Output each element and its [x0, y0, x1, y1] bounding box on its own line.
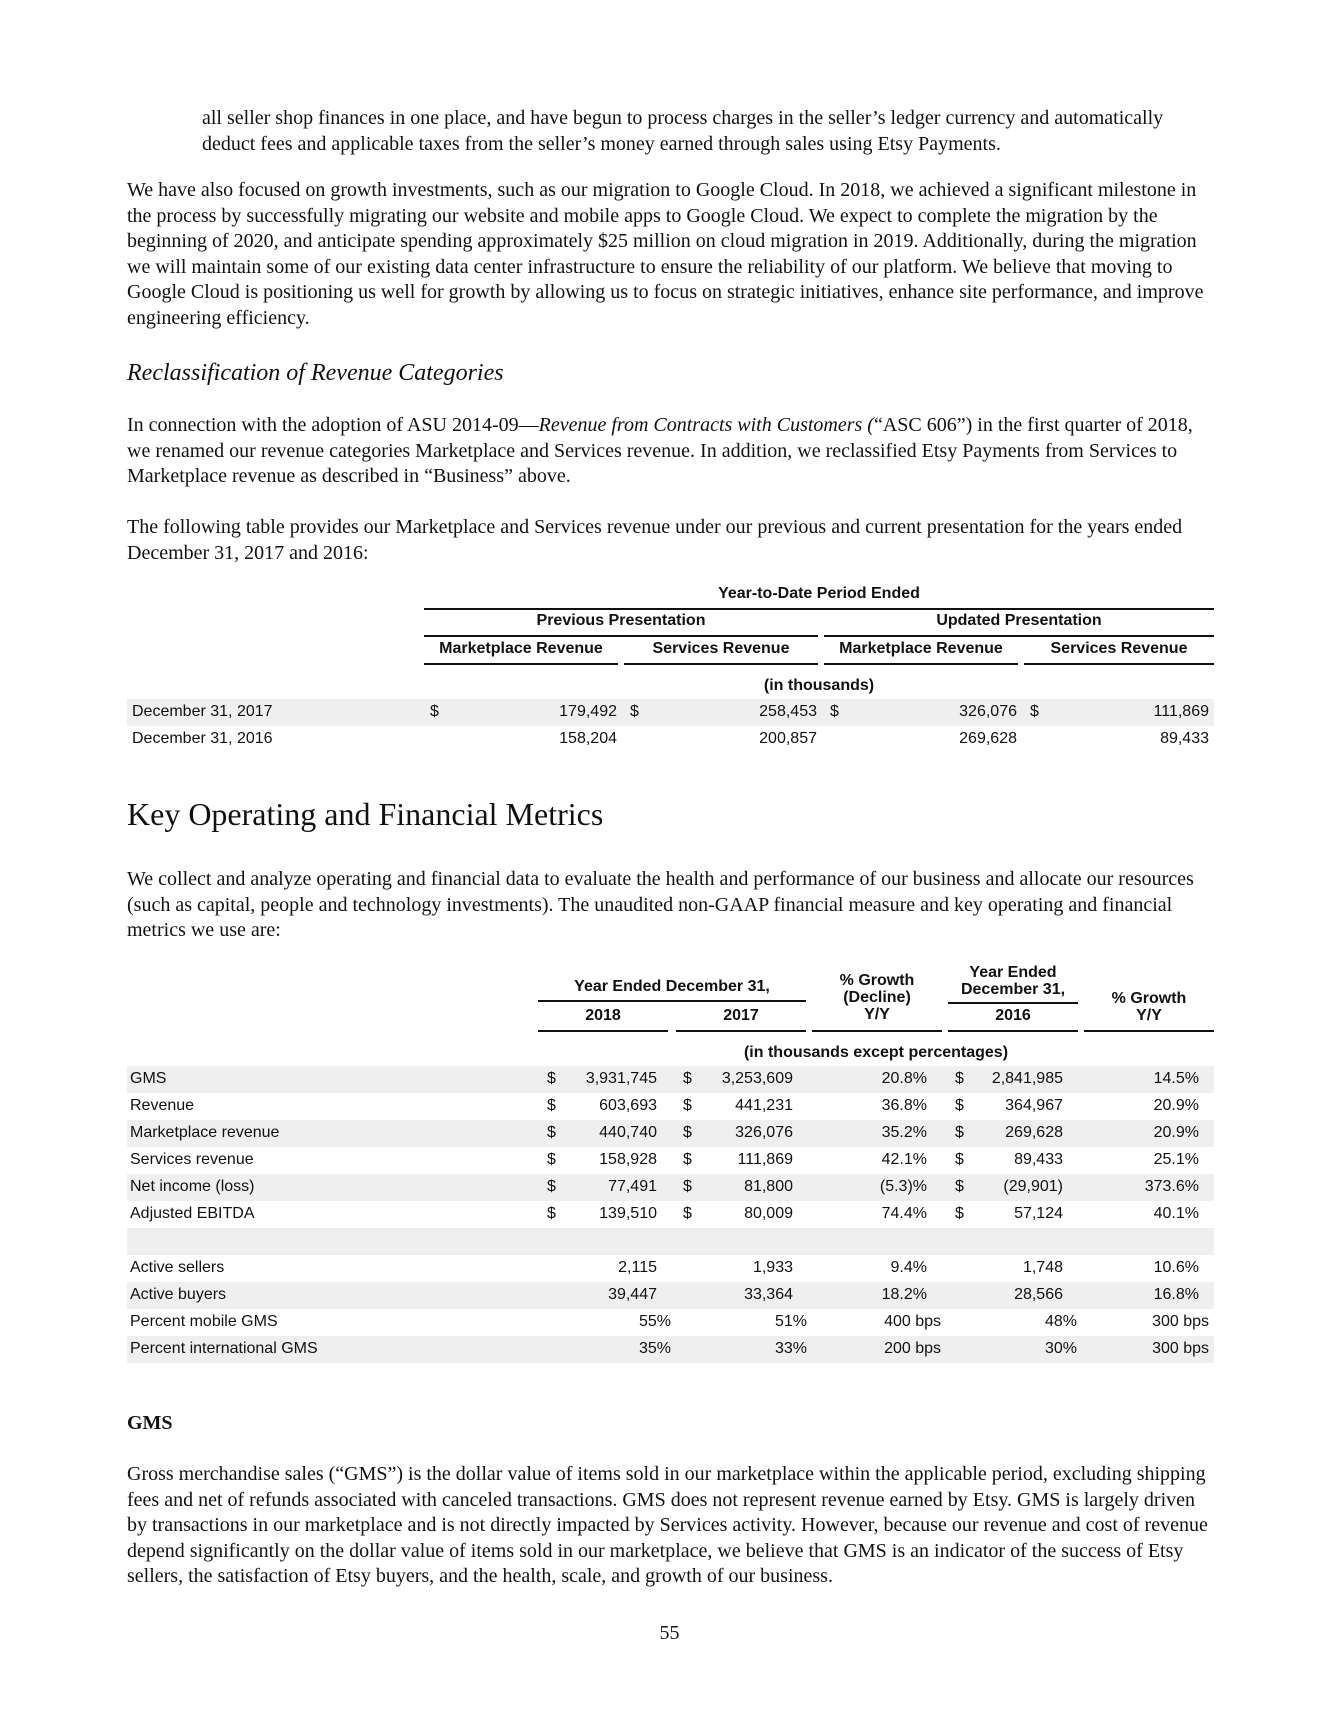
- dollar-sign: $: [430, 703, 439, 720]
- col-header-marketplace-prev: Marketplace Revenue: [439, 640, 603, 657]
- value-2017: 51%: [774, 1313, 807, 1330]
- value-2017: 81,800: [744, 1178, 793, 1195]
- reclassification-heading: Reclassification of Revenue Categories: [127, 360, 504, 386]
- growth-2: 20.9%: [1153, 1097, 1199, 1114]
- growth-line-1: % Growth: [839, 972, 915, 989]
- value-2017: 33,364: [744, 1286, 793, 1303]
- table-row: [127, 726, 1214, 753]
- intro-paragraph: all seller shop finances in one place, and have begun to process charges in the seller’s ledger currency and automatically deduct fees and applicable taxes from the seller’s money earned through sales using Etsy Payments.: [202, 107, 1164, 155]
- row-label: Active buyers: [130, 1286, 227, 1303]
- ye-line-2: December 31,: [960, 981, 1066, 998]
- units-label-2: (in thousands except percentages): [743, 1044, 1009, 1061]
- value-2018: 39,447: [608, 1286, 657, 1303]
- rule-2017: [676, 1030, 806, 1032]
- dollar-sign: $: [683, 1151, 692, 1168]
- header-2018: 2018: [585, 1007, 621, 1024]
- rule-2016: [948, 1030, 1078, 1032]
- dollar-sign: $: [955, 1151, 964, 1168]
- dollar-sign: $: [547, 1124, 556, 1141]
- rule-year-ended: [538, 1000, 806, 1002]
- value: 258,453: [759, 703, 817, 720]
- row-label: GMS: [130, 1070, 167, 1087]
- header-year-ended-2016: [948, 964, 1078, 998]
- row-label: Revenue: [130, 1097, 195, 1114]
- value-2018: 3,931,745: [585, 1070, 657, 1087]
- group-rule-updated: [824, 635, 1214, 637]
- table-row-spacer: [127, 1228, 1214, 1255]
- value-2017: 111,869: [737, 1151, 793, 1168]
- rule-growth-1: [812, 1030, 942, 1032]
- growth-1: 42.1%: [881, 1151, 927, 1168]
- value-2018: 139,510: [599, 1205, 657, 1222]
- value: 111,869: [1153, 703, 1209, 720]
- dollar-sign: $: [683, 1178, 692, 1195]
- google-cloud-paragraph: We have also focused on growth investments, such as our migration to Google Cloud. In 2018, we achieved a significant milestone in the process by successfully migrating our website and mobile apps to Google Cloud. We expect to complete the migration by the beginning of 2020, and anticipate spending approximately $25 million on cloud migration in 2019. Additionally, during the migration we will maintain some of our existing data center infrastructure to ensure the reliability of our platform. We believe that moving to Google Cloud is positioning us well for growth by allowing us to focus on strategic initiatives, enhance site performance, and improve engineering efficiency.: [127, 179, 1204, 329]
- reclassification-paragraph: [127, 413, 1214, 490]
- value-2016: 48%: [1044, 1313, 1077, 1330]
- header-growth-2: [1084, 990, 1214, 1024]
- growth-2: 25.1%: [1153, 1151, 1199, 1168]
- table-row: [127, 699, 1214, 726]
- dollar-sign: $: [955, 1205, 964, 1222]
- value-2016: 1,748: [1022, 1259, 1063, 1276]
- rule-year-ended-2016: [948, 1002, 1078, 1004]
- header-year-ended: Year Ended December 31,: [574, 978, 770, 995]
- value-2018: 2,115: [618, 1259, 657, 1276]
- dollar-sign: $: [1030, 703, 1039, 720]
- growth-1: 9.4%: [890, 1259, 927, 1276]
- table-row: [127, 1309, 1214, 1336]
- dollar-sign: $: [547, 1178, 556, 1195]
- value-2017: 33%: [774, 1340, 807, 1357]
- row-label: December 31, 2016: [132, 730, 273, 747]
- growth-1: 74.4%: [881, 1205, 927, 1222]
- growth2-line-1: % Growth: [1111, 990, 1187, 1007]
- growth-1: 35.2%: [881, 1124, 927, 1141]
- value-2016: 2,841,985: [991, 1070, 1063, 1087]
- value-2016: 364,967: [1005, 1097, 1063, 1114]
- value-2017: 326,076: [735, 1124, 793, 1141]
- value: 269,628: [959, 730, 1017, 747]
- value: 158,204: [559, 730, 617, 747]
- col-rule-1: [424, 663, 618, 665]
- metrics-paragraph: We collect and analyze operating and financial data to evaluate the health and performance of our business and allocate our resources (such as capital, people and technology investments). The unaudited non-GAAP financial measure and key operating and financial metrics we use are:: [127, 868, 1194, 942]
- value-2018: 55%: [638, 1313, 671, 1330]
- super-header: Year-to-Date Period Ended: [718, 585, 920, 602]
- value-2016: 28,566: [1014, 1286, 1063, 1303]
- metrics-heading: Key Operating and Financial Metrics: [127, 796, 604, 832]
- header-growth-decline: [812, 972, 942, 1023]
- dollar-sign: $: [547, 1205, 556, 1222]
- row-label: December 31, 2017: [132, 703, 273, 720]
- growth-1: (5.3)%: [879, 1178, 927, 1195]
- table-row: [127, 1093, 1214, 1120]
- growth-2: 16.8%: [1153, 1286, 1199, 1303]
- table-row: [127, 1066, 1214, 1093]
- growth-2: 10.6%: [1153, 1259, 1199, 1276]
- dollar-sign: $: [547, 1151, 556, 1168]
- row-label: Percent international GMS: [130, 1340, 318, 1357]
- growth-1: 200 bps: [884, 1340, 941, 1357]
- dollar-sign: $: [547, 1070, 556, 1087]
- col-rule-3: [824, 663, 1018, 665]
- rule-2018: [538, 1030, 668, 1032]
- dollar-sign: $: [683, 1097, 692, 1114]
- row-label: Adjusted EBITDA: [130, 1205, 255, 1222]
- value-2017: 3,253,609: [721, 1070, 793, 1087]
- group-updated-presentation: Updated Presentation: [936, 612, 1102, 629]
- dollar-sign: $: [955, 1178, 964, 1195]
- table-row: [127, 1255, 1214, 1282]
- dollar-sign: $: [547, 1097, 556, 1114]
- ye-line-1: Year Ended: [969, 964, 1057, 981]
- header-2017: 2017: [723, 1007, 759, 1024]
- dollar-sign: $: [683, 1205, 692, 1222]
- growth-2: 14.5%: [1153, 1070, 1199, 1087]
- value-2017: 1,933: [752, 1259, 793, 1276]
- growth-2: 373.6%: [1144, 1178, 1199, 1195]
- super-header-rule: [424, 608, 1214, 610]
- value: 89,433: [1160, 730, 1209, 747]
- row-label: Marketplace revenue: [130, 1124, 280, 1141]
- col-rule-2: [624, 663, 818, 665]
- table-row: [127, 1147, 1214, 1174]
- row-label: Services revenue: [130, 1151, 254, 1168]
- growth-2: 300 bps: [1152, 1313, 1209, 1330]
- value-2016: 30%: [1044, 1340, 1077, 1357]
- value-2018: 158,928: [599, 1151, 657, 1168]
- row-label: Percent mobile GMS: [130, 1313, 278, 1330]
- value-2018: 440,740: [599, 1124, 657, 1141]
- table-row: [127, 1120, 1214, 1147]
- rule-growth-2: [1084, 1030, 1214, 1032]
- table-row: [127, 1282, 1214, 1309]
- table-row: [127, 1336, 1214, 1363]
- reclass-text-italic: Revenue from Contracts with Customers (: [538, 414, 874, 436]
- growth-line-2: (Decline): [843, 989, 911, 1006]
- col-header-services-upd: Services Revenue: [1050, 640, 1188, 657]
- gms-heading: GMS: [127, 1412, 173, 1434]
- page-number: 55: [659, 1622, 680, 1644]
- value-2018: 603,693: [599, 1097, 657, 1114]
- growth-1: 20.8%: [881, 1070, 927, 1087]
- value-2017: 441,231: [735, 1097, 793, 1114]
- growth-1: 36.8%: [881, 1097, 927, 1114]
- value: 200,857: [759, 730, 817, 747]
- table-intro-paragraph: The following table provides our Marketplace and Services revenue under our previous and current presentation for the years ended December 31, 2017 and 2016:: [127, 516, 1183, 564]
- col-header-services-prev: Services Revenue: [652, 640, 790, 657]
- dollar-sign: $: [683, 1124, 692, 1141]
- value-2018: 77,491: [608, 1178, 657, 1195]
- growth2-line-2: Y/Y: [1136, 1007, 1162, 1024]
- value: 179,492: [559, 703, 617, 720]
- reclass-text-1: In connection with the adoption of ASU 2014-09—: [127, 414, 539, 436]
- table-row: [127, 1174, 1214, 1201]
- row-label: Net income (loss): [130, 1178, 255, 1195]
- dollar-sign: $: [683, 1070, 692, 1087]
- header-2016: 2016: [995, 1007, 1031, 1024]
- value-2016: 89,433: [1014, 1151, 1063, 1168]
- col-header-marketplace-upd: Marketplace Revenue: [839, 640, 1003, 657]
- dollar-sign: $: [955, 1124, 964, 1141]
- col-rule-4: [1024, 663, 1214, 665]
- dollar-sign: $: [955, 1070, 964, 1087]
- growth-2: 300 bps: [1152, 1340, 1209, 1357]
- growth-2: 20.9%: [1153, 1124, 1199, 1141]
- dollar-sign: $: [830, 703, 839, 720]
- row-label: Active sellers: [130, 1259, 225, 1276]
- group-rule-previous: [424, 635, 818, 637]
- value: 326,076: [959, 703, 1017, 720]
- growth-1: 400 bps: [884, 1313, 941, 1330]
- growth-2: 40.1%: [1153, 1205, 1199, 1222]
- value-2017: 80,009: [744, 1205, 793, 1222]
- growth-line-3: Y/Y: [864, 1006, 890, 1023]
- value-2018: 35%: [638, 1340, 671, 1357]
- value-2016: 269,628: [1005, 1124, 1063, 1141]
- value-2016: (29,901): [1003, 1178, 1063, 1195]
- dollar-sign: $: [955, 1097, 964, 1114]
- table-row: [127, 1201, 1214, 1228]
- value-2016: 57,124: [1014, 1205, 1063, 1222]
- growth-1: 18.2%: [881, 1286, 927, 1303]
- reclass-text-2: “ASC 606”) in the first quarter of 2018, we renamed our revenue categories Marketplace and Services revenue. In addition, we reclassified Etsy Payments from Services to Marketplace revenue as described in “Business” above.: [127, 414, 1193, 488]
- units-label: (in thousands): [763, 677, 875, 694]
- dollar-sign: $: [630, 703, 639, 720]
- gms-paragraph: Gross merchandise sales (“GMS”) is the dollar value of items sold in our marketplace within the applicable period, excluding shipping fees and net of refunds associated with canceled transactions. GMS does not represent revenue earned by Etsy. GMS is largely driven by transactions in our marketplace and is not directly impacted by Services activity. However, because our revenue and cost of revenue depend significantly on the dollar value of items sold in our marketplace, we believe that GMS is an indicator of the success of Etsy sellers, the satisfaction of Etsy buyers, and the health, scale, and growth of our business.: [127, 1463, 1208, 1588]
- group-previous-presentation: Previous Presentation: [536, 612, 706, 629]
